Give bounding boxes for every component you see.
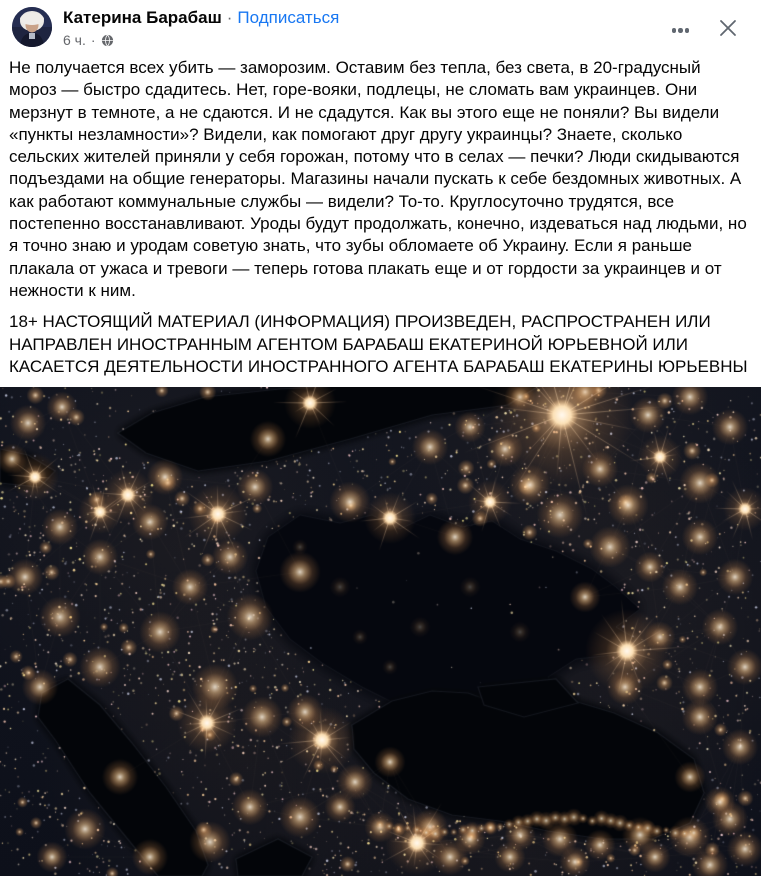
post-meta-row	[63, 32, 662, 48]
three-dots-icon[interactable]	[670, 24, 692, 37]
follow-link[interactable]: Подписаться	[237, 8, 340, 27]
name-separator: ·	[226, 8, 233, 27]
name-row	[63, 7, 662, 29]
avatar[interactable]	[12, 7, 52, 47]
post-image-europe-night-satellite[interactable]	[0, 387, 761, 876]
header-actions	[662, 7, 748, 46]
globe-icon	[101, 34, 114, 47]
meta-separator: ·	[90, 32, 96, 48]
post-paragraph-foreign-agent-disclaimer: 18+ НАСТОЯЩИЙ МАТЕРИАЛ (ИНФОРМАЦИЯ) ПРОИЗВЕДЕН, РАСПРОСТРАНЕН ИЛИ НАПРАВЛЕН ИНОСТРАННЫМ АГЕНТОМ БАРАБАШ ЕКАТЕРИНОЙ ЮРЬЕВНОЙ ИЛИ КАСАЕТСЯ ДЕЯТЕЛЬНОСТИ ИНОСТРАННОГО АГЕНТА БАРАБАШ ЕКАТЕРИНЫ ЮРЬЕВНЫ	[9, 312, 748, 376]
avatar-image	[12, 7, 52, 47]
author-name[interactable]: Катерина Барабаш	[63, 8, 222, 27]
post-text	[0, 53, 761, 378]
header-meta	[63, 7, 662, 48]
post-paragraph-main: Не получается всех убить — заморозим. Оставим без тепла, без света, в 20-градусный мороз — быстро сдадитесь. Нет, горе-вояки, подлецы, не сломать вам украинцев. Они мерзнут в темноте, а не сдаются. И не сдадутся. Как вы этого еще не поняли? Вы видели «пункты незламности»? Видели, как помогают друг другу украинцы? Знаете, сколько сельских жителей приняли у себя горожан, потому что в селах — печки? Люди скидываются подъездами на общие генераторы. Магазины начали пускать к себе бездомных животных. А как работают коммунальные службы — видели? То-то. Круглосуточно трудятся, все постепенно восстанавливают. Уроды будут продолжать, конечно, издеваться над людьми, но я точно знаю и уродам советую знать, что зубы обломаете об Украину. Если я раньше плакала от ужаса и тревоги — теперь готова плакать еще и от гордости за украинцев и от нежности к ним.	[9, 58, 747, 300]
close-icon[interactable]	[715, 15, 741, 46]
timestamp[interactable]: 6 ч.	[63, 32, 86, 48]
post-header	[0, 0, 761, 53]
